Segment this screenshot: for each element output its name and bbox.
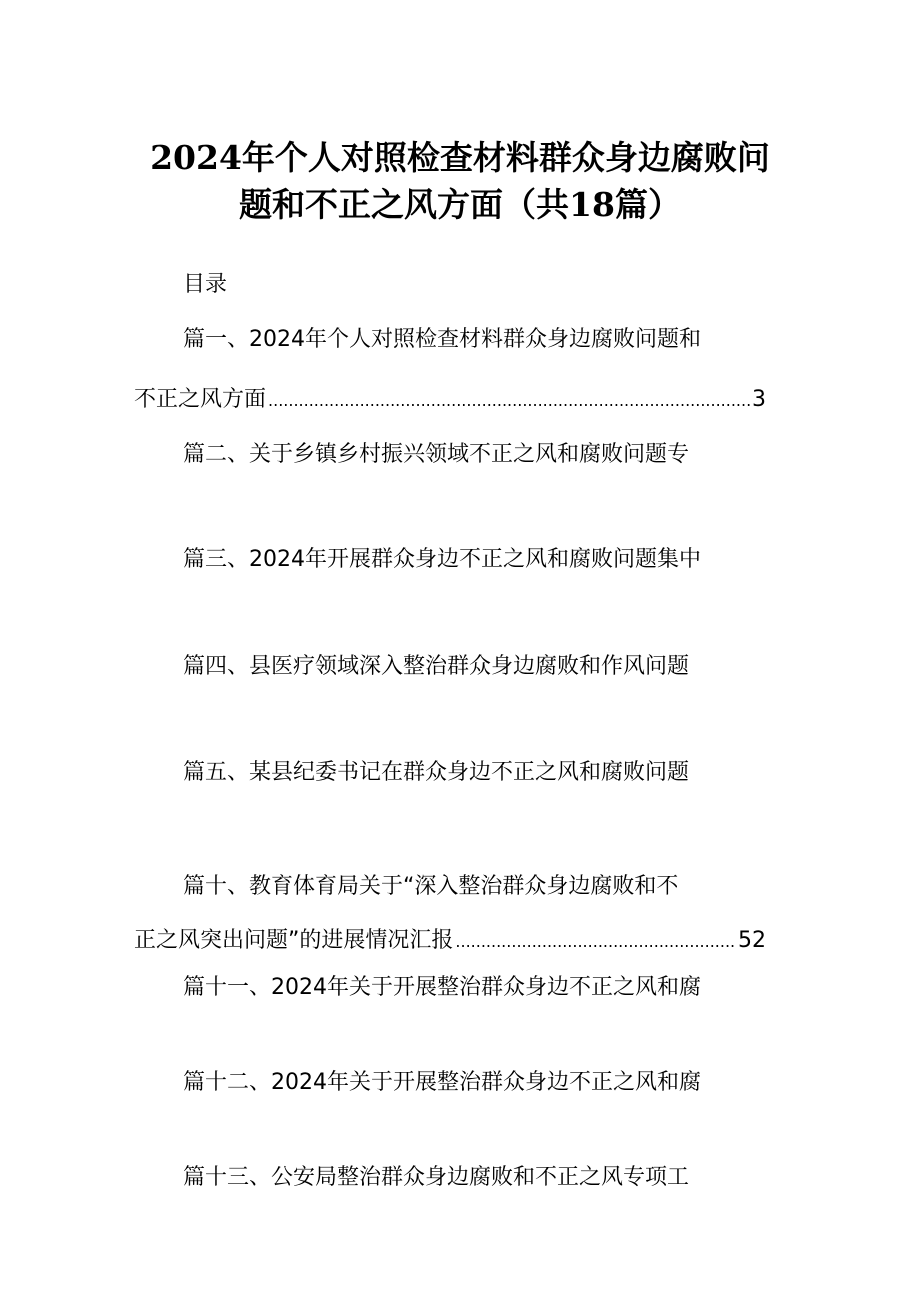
toc-entry-4-title[interactable]: 篇四、县医疗领域深入整治群众身边腐败和作风问题 [183, 654, 690, 679]
document-title-line-2: 题和不正之风方面（共18篇） [239, 185, 681, 224]
toc-entry-10-title-cont: 正之风突出问题”的进展情况汇报 [134, 928, 454, 953]
toc-leader-dots [455, 927, 736, 957]
toc-entry-1-continuation[interactable] [134, 385, 766, 416]
toc-entry-12-title[interactable]: 篇十二、2024年关于开展整治群众身边不正之风和腐 [183, 1070, 701, 1095]
toc-entry-10-page: 52 [738, 928, 766, 953]
document-title-line-1: 2024年个人对照检查材料群众身边腐败问 [150, 138, 770, 177]
toc-entry-11-title[interactable]: 篇十一、2024年关于开展整治群众身边不正之风和腐 [183, 975, 701, 1000]
toc-entry-1-title-cont: 不正之风方面 [134, 387, 267, 412]
toc-entry-13-title[interactable]: 篇十三、公安局整治群众身边腐败和不正之风专项工 [183, 1165, 690, 1190]
toc-entry-5-title[interactable]: 篇五、某县纪委书记在群众身边不正之风和腐败问题 [183, 760, 690, 785]
toc-entry-10-continuation[interactable] [134, 926, 766, 957]
toc-leader-dots [268, 386, 750, 416]
toc-entry-1-page: 3 [752, 387, 766, 412]
toc-entry-10-title[interactable]: 篇十、教育体育局关于“深入整治群众身边腐败和不 [183, 874, 679, 899]
toc-entry-3-title[interactable]: 篇三、2024年开展群众身边不正之风和腐败问题集中 [183, 547, 701, 572]
toc-heading: 目录 [183, 272, 228, 297]
toc-entry-2-title[interactable]: 篇二、关于乡镇乡村振兴领域不正之风和腐败问题专 [183, 442, 690, 467]
toc-entry-1-title[interactable]: 篇一、2024年个人对照检查材料群众身边腐败问题和 [183, 327, 701, 352]
